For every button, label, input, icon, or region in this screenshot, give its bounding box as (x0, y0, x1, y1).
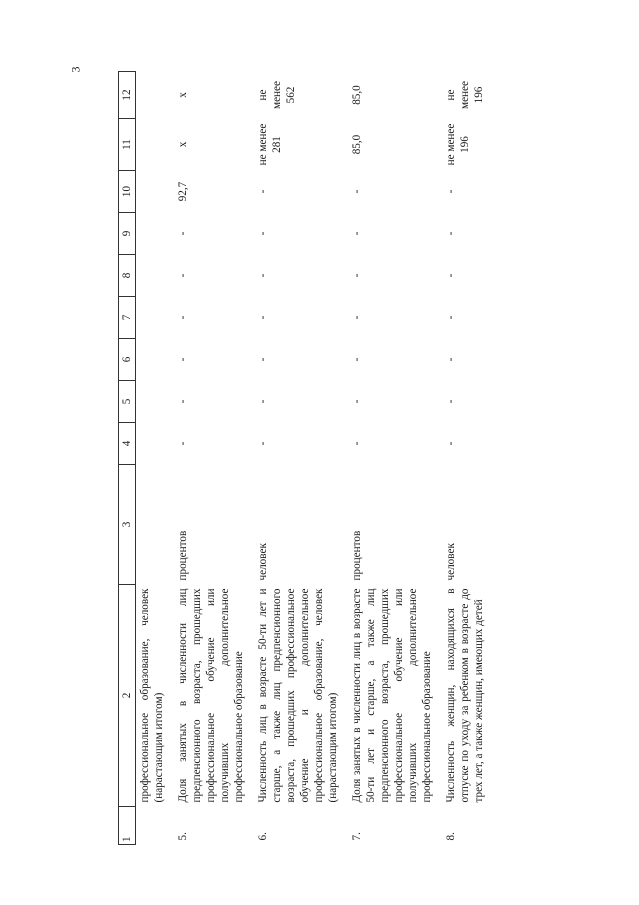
value-cell: - (177, 231, 189, 236)
indicator-name: Доля занятых в численности лиц предпенсионного возраста, прошедших профессиональное обучение или получивших дополнительное профессиональное образование (177, 588, 245, 803)
value-cell: - (445, 273, 457, 278)
value-cell (442, 70, 488, 72)
value-cell: - (351, 189, 363, 194)
header-cell: 1 (119, 807, 136, 845)
indicator-name: Доля занятых в численности лиц в возрасте 50-ти лет и старше, а также лиц предпенсионного возраста, прошедших профессиональное обучение или получивших дополнительное профессиональное образование (351, 588, 433, 803)
value-cell (136, 171, 169, 213)
value-cell: - (177, 273, 189, 278)
value-cell: - (445, 441, 457, 446)
indicator-name: профессиональное образование, человек (нарастающим итогом) (139, 588, 165, 803)
value-cell: не менее 281 (257, 123, 283, 166)
header-cell: 3 (119, 465, 136, 585)
value-cell: не менее 562 (257, 81, 297, 109)
value-cell: - (257, 273, 269, 278)
value-cell (136, 297, 169, 339)
value-cell (136, 423, 169, 465)
value-cell: - (177, 441, 189, 446)
header-cell: 12 (119, 72, 136, 119)
header-cell: 4 (119, 423, 136, 465)
value-cell (254, 70, 342, 72)
value-cell: - (351, 315, 363, 320)
value-cell: - (351, 357, 363, 362)
value-cell (348, 70, 436, 72)
unit-cell: человек (257, 543, 269, 581)
header-cell: 5 (119, 381, 136, 423)
value-cell (136, 72, 169, 119)
page-number: 3 (68, 66, 83, 73)
value-cell: - (445, 231, 457, 236)
value-cell: - (351, 399, 363, 404)
value-cell (136, 255, 169, 297)
value-cell: - (351, 273, 363, 278)
value-cell: - (257, 357, 269, 362)
value-cell (174, 70, 248, 72)
value-cell: - (257, 441, 269, 446)
table-row (348, 70, 436, 845)
value-cell: х (177, 92, 189, 98)
value-cell (136, 339, 169, 381)
value-cell: - (445, 315, 457, 320)
rotated-table-container (118, 70, 588, 845)
value-cell: - (351, 441, 363, 446)
value-cell: - (257, 315, 269, 320)
indicator-name: Численность женщин, находящихся в отпуске по уходу за ребенком в возрасте до трех лет, а также женщин, имеющих детей (445, 588, 485, 803)
value-cell (136, 119, 169, 171)
header-cell: 8 (119, 255, 136, 297)
table-row (254, 70, 342, 845)
value-cell: - (257, 231, 269, 236)
value-cell: 85,0 (351, 85, 363, 105)
value-cell: х (177, 141, 189, 148)
indicator-name: Численность лиц в возрасте 50-ти лет и старше, а также лиц предпенсионного возраста, прошедших профессиональное обучение и дополнительное профессиональное образование, человек (нарастающим итогом) (257, 588, 339, 803)
value-cell: - (177, 357, 189, 362)
unit-cell (136, 465, 169, 585)
indicators-table (118, 70, 494, 845)
header-cell: 6 (119, 339, 136, 381)
row-number: 5. (177, 832, 189, 841)
header-cell: 11 (119, 119, 136, 171)
value-cell: - (257, 399, 269, 404)
unit-cell: процентов (177, 530, 189, 581)
value-cell: - (257, 189, 269, 194)
header-cell: 7 (119, 297, 136, 339)
table-row (442, 70, 488, 845)
value-cell: - (445, 399, 457, 404)
row-number: 6. (257, 832, 269, 841)
value-cell: 85,0 (351, 134, 363, 155)
value-cell: 92,7 (177, 181, 189, 202)
header-cell: 10 (119, 171, 136, 213)
value-cell: - (445, 189, 457, 194)
value-cell: - (445, 357, 457, 362)
table-row (136, 70, 169, 845)
value-cell: - (177, 399, 189, 404)
value-cell: - (177, 315, 189, 320)
value-cell: не менее 196 (445, 81, 485, 109)
value-cell: не менее 196 (445, 123, 471, 166)
table-row (174, 70, 248, 845)
header-row (119, 70, 136, 845)
value-cell (136, 70, 169, 72)
value-cell (136, 213, 169, 255)
header-cell: 2 (119, 585, 136, 807)
row-number (136, 807, 169, 845)
value-cell: - (351, 231, 363, 236)
header-cell: 9 (119, 213, 136, 255)
row-number: 7. (351, 832, 363, 841)
row-number: 8. (445, 832, 457, 841)
unit-cell: человек (445, 543, 457, 581)
table-body (136, 70, 495, 845)
value-cell (136, 381, 169, 423)
unit-cell: процентов (351, 530, 363, 581)
